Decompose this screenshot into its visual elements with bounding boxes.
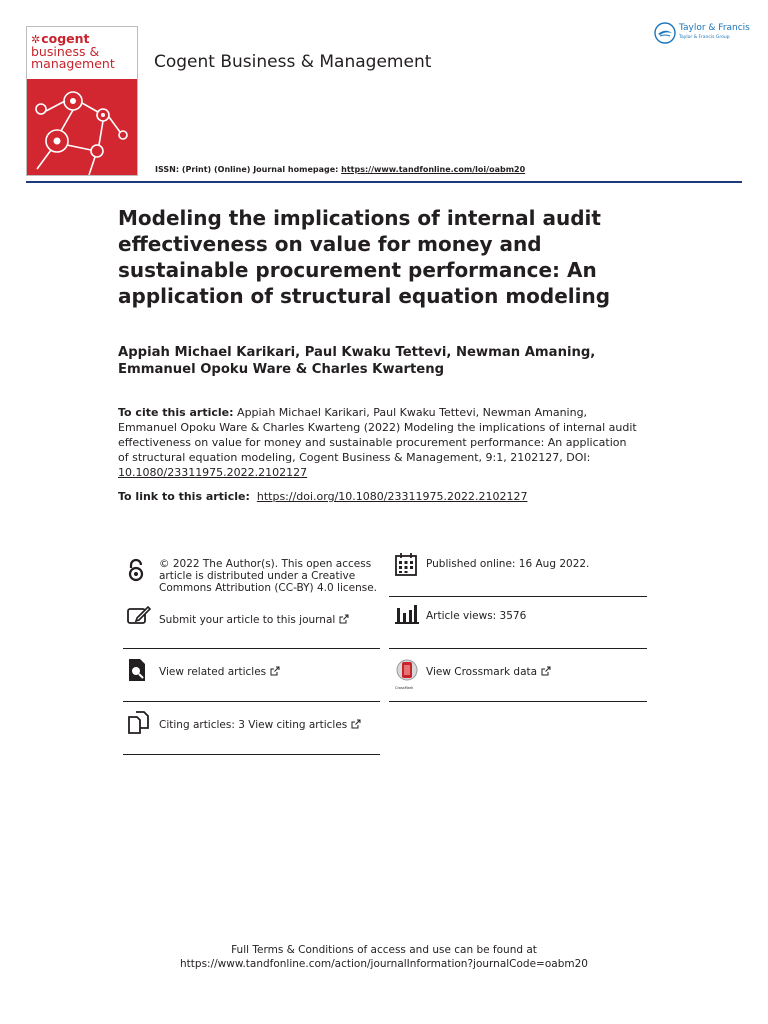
article-link-line — [118, 489, 658, 504]
article-authors: Appiah Michael Karikari, Paul Kwaku Tettevi, Newman Amaning, Emmanuel Opoku Ware & Charles Kwarteng — [118, 345, 596, 377]
license-line3: Commons Attribution (CC-BY) 4.0 license. — [159, 582, 378, 594]
calendar-icon — [395, 552, 417, 576]
journal-homepage-link[interactable]: https://www.tandfonline.com/loi/oabm20 — [341, 165, 526, 174]
issn-line — [155, 165, 525, 174]
article-title: Modeling the implications of internal audit effectiveness on value for money and sustainable procurement performance: An application of structural equation modeling — [118, 206, 611, 308]
divider — [389, 648, 647, 649]
publisher-group: Taylor & Francis Group — [679, 35, 730, 40]
related-label: View related articles — [159, 666, 267, 678]
edit-icon — [127, 606, 151, 626]
external-link-icon — [339, 614, 349, 624]
citing-label: Citing articles: 3 View citing articles — [159, 719, 348, 731]
external-link-icon — [351, 719, 361, 729]
link-label: To link to this article: — [118, 490, 250, 503]
license-line2: article is distributed under a Creative — [159, 570, 356, 582]
crossmark-logo-text: CrossMark — [395, 686, 414, 690]
citing-documents-icon — [127, 711, 151, 735]
views-label: Article views: 3576 — [426, 610, 527, 622]
divider — [389, 596, 647, 597]
divider — [389, 701, 647, 702]
issn-prefix: ISSN: (Print) (Online) Journal homepage: — [155, 165, 342, 174]
cover-brand — [31, 33, 115, 70]
footer-line1: Full Terms & Conditions of access and use can be found at — [231, 944, 537, 956]
cogent-star-icon: ✲ — [31, 33, 41, 46]
cite-label: To cite this article: — [118, 406, 234, 419]
published-label: Published online: 16 Aug 2022. — [426, 558, 590, 570]
external-link-icon — [541, 666, 551, 676]
molecule-artwork-icon — [27, 79, 137, 175]
divider — [123, 701, 380, 702]
divider — [123, 648, 380, 649]
open-access-icon — [127, 558, 145, 582]
footer-terms-link[interactable]: https://www.tandfonline.com/action/journalInformation?journalCode=oabm20 — [180, 958, 588, 970]
bar-chart-icon — [395, 604, 419, 624]
journal-cover — [26, 26, 138, 176]
cover-brand-line3: management — [31, 56, 115, 71]
taylor-francis-icon — [654, 22, 676, 44]
license-line1: © 2022 The Author(s). This open access — [159, 558, 372, 570]
publisher-name: Taylor & Francis — [679, 23, 750, 33]
external-link-icon — [270, 666, 280, 676]
cover-brand-line1: cogent — [41, 31, 90, 46]
crossmark-label: View Crossmark data — [426, 666, 538, 678]
footer-terms — [0, 943, 768, 971]
cover-artwork — [27, 79, 137, 175]
citation-block — [118, 405, 638, 480]
article-doi-link[interactable]: https://doi.org/10.1080/23311975.2022.2102127 — [256, 490, 528, 503]
cover-brand-line2: business & — [31, 44, 100, 59]
divider — [123, 754, 380, 755]
cite-text: Appiah Michael Karikari, Paul Kwaku Tettevi, Newman Amaning, Emmanuel Opoku Ware & Charles Kwarteng (2022) Modeling the implications of internal audit effectiveness on value for money and sustainable procurement performance: An application of structural equation modeling, Cogent Business & Management, 9:1, 2102127, DOI: — [118, 406, 637, 464]
submit-label: Submit your article to this journal — [159, 614, 336, 626]
cite-doi-link[interactable]: 10.1080/23311975.2022.2102127 — [118, 466, 308, 479]
taylor-francis-logo[interactable] — [654, 22, 750, 44]
header-divider — [26, 181, 742, 183]
search-document-icon — [127, 658, 147, 682]
journal-name: Cogent Business & Management — [154, 52, 432, 72]
